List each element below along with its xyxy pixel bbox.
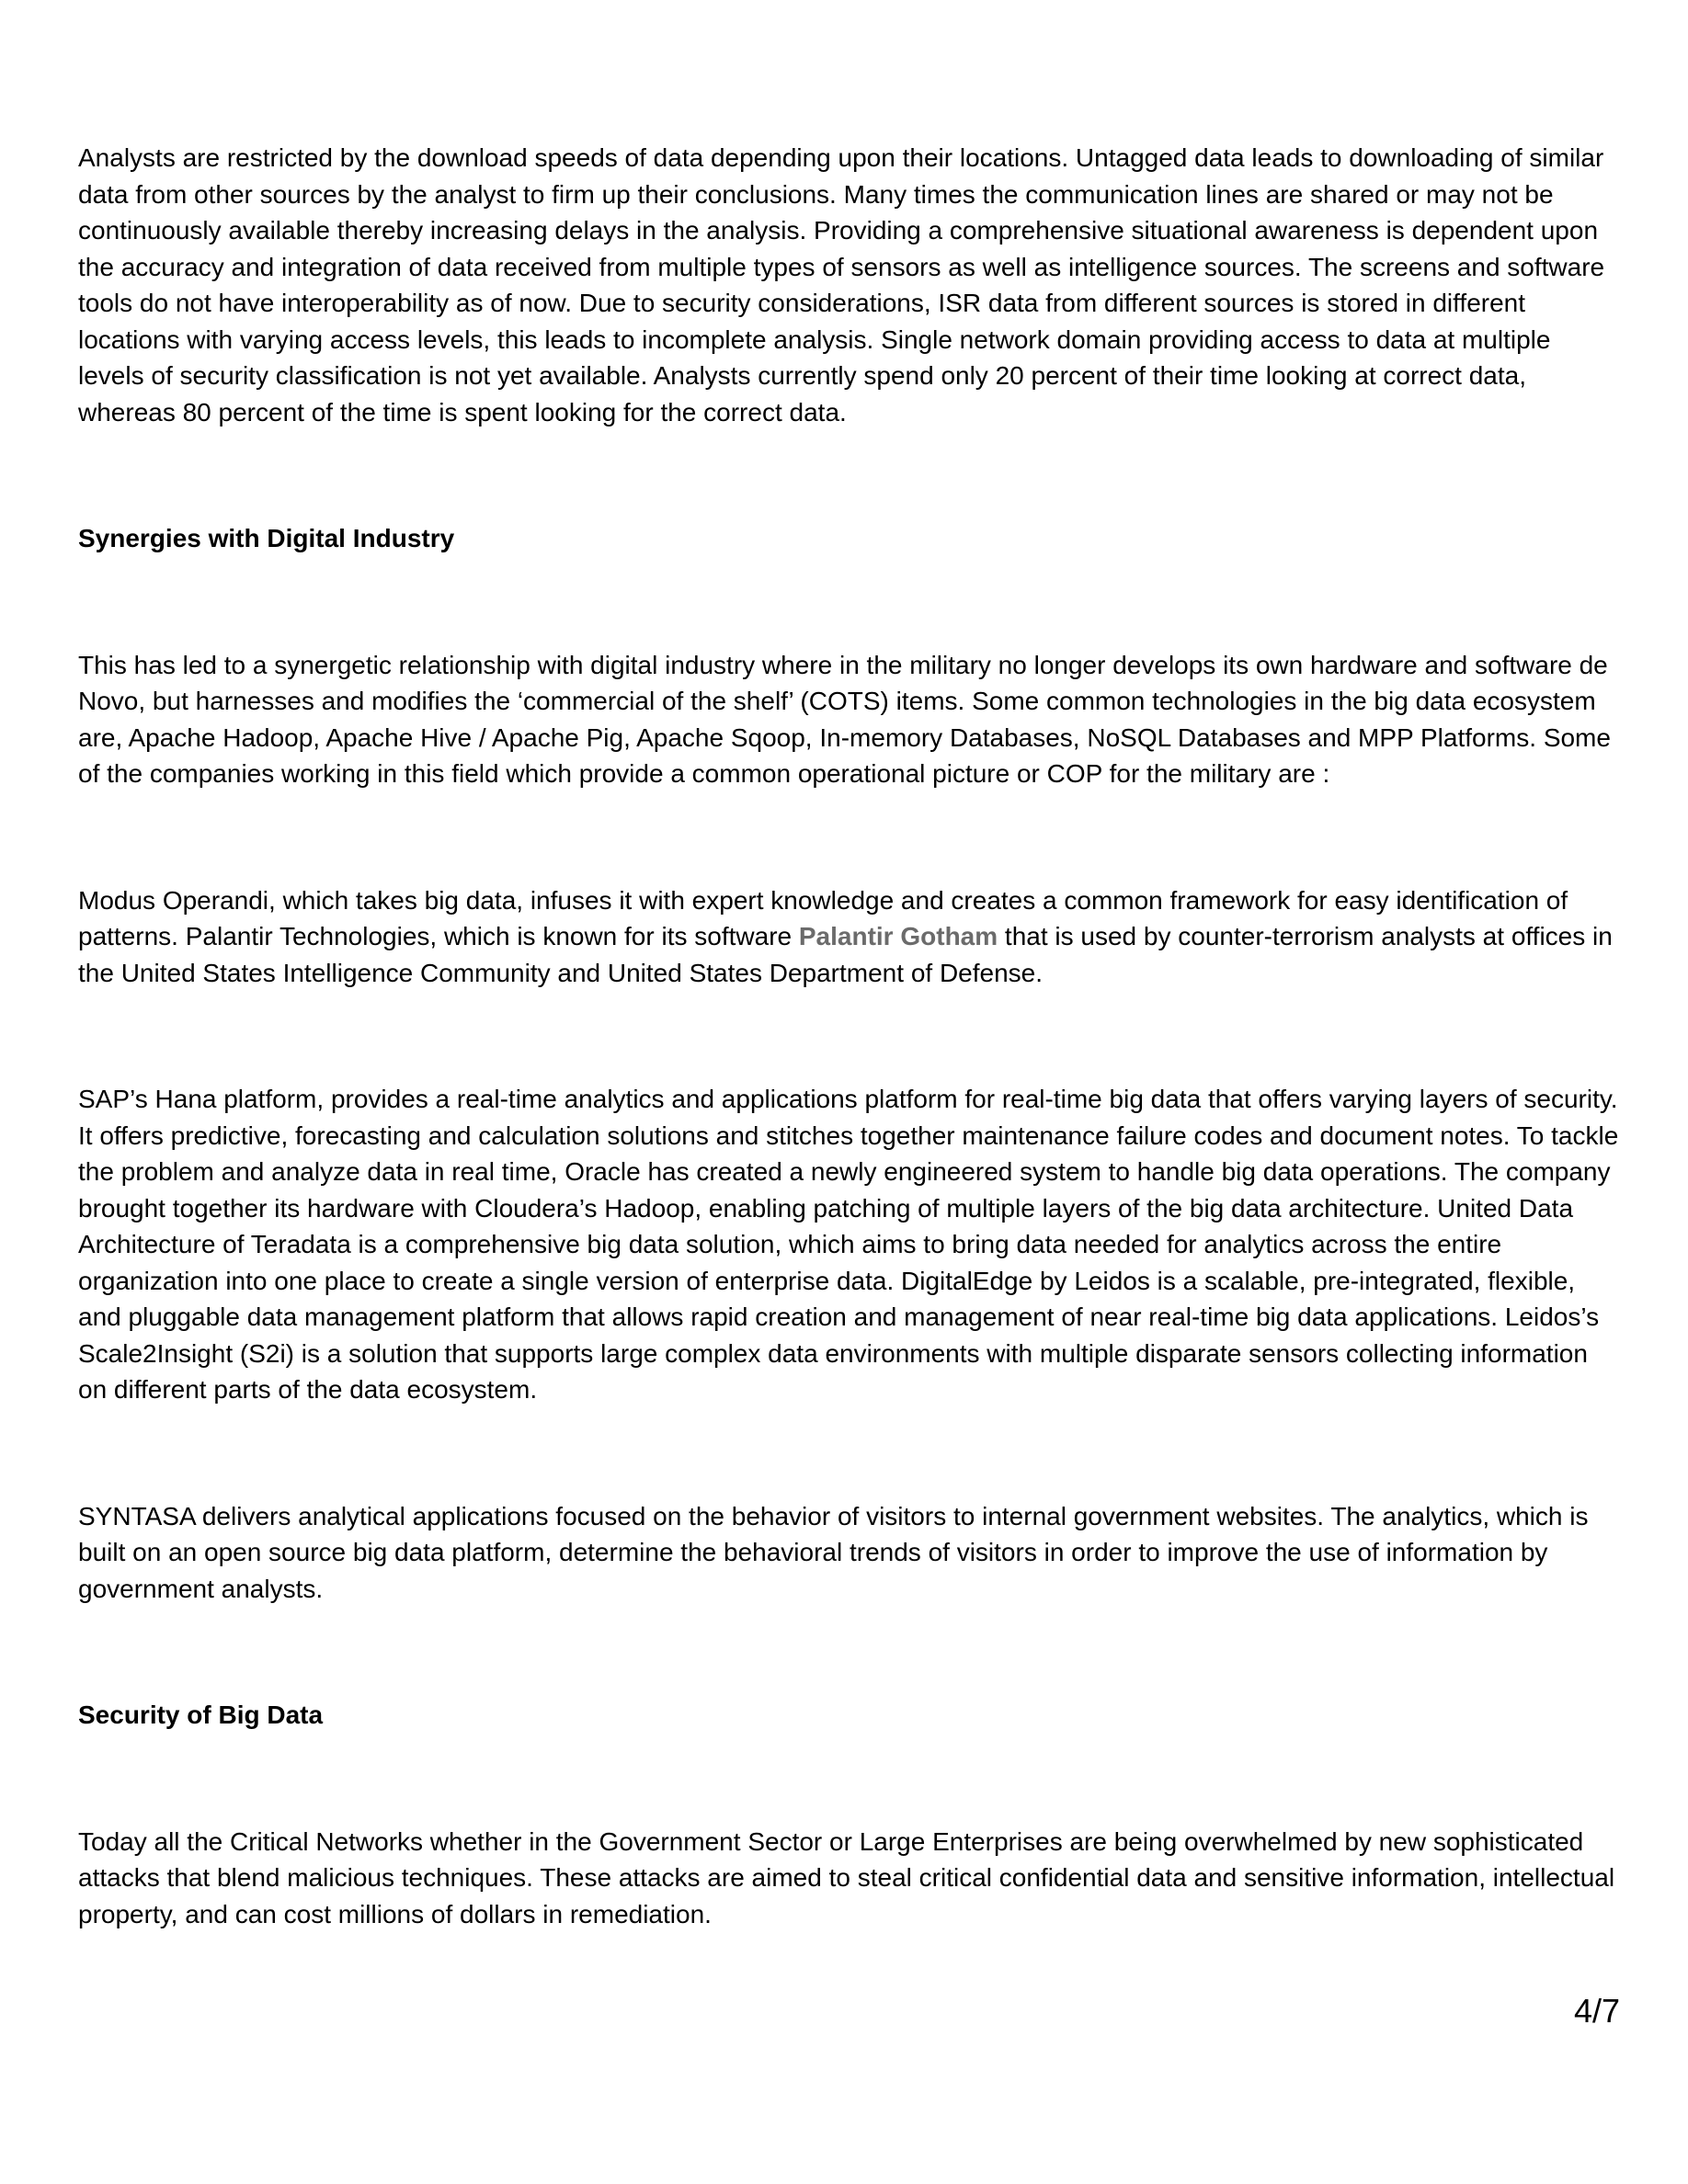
paragraph-syntasa: SYNTASA delivers analytical applications focused on the behavior of visitors to internal government websites. The analytics, which is built on an open source big data platform, determine the behavioral trends of visitors in order to improve the use of information by government analysts.: [78, 1501, 1589, 1603]
document-body: [78, 140, 1623, 1932]
paragraph-synergetic-relationship: This has led to a synergetic relationship with digital industry where in the military no longer develops its own hardware and software de Novo, but harnesses and modifies the ‘commercial of the shelf’ (COTS) items. Some common technologies in the big data ecosystem are, Apache Hadoop, Apache Hive / Apache Pig, Apache Sqoop, In-memory Databases, NoSQL Databases and MPP Platforms. Some of the companies working in this field which provide a common operational picture or COP for the military are :: [78, 650, 1611, 788]
paragraph-analysts: Analysts are restricted by the download speeds of data depending upon their locations. Untagged data leads to downloading of similar data from other sources by the analyst to firm up their conclusions. Many times the communication lines are shared or may not be continuously available thereby increasing delays in the analysis. Providing a comprehensive situational awareness is dependent upon the accuracy and integration of data received from multiple types of sensors as well as intelligence sources. The screens and software tools do not have interoperability as of now. Due to security considerations, ISR data from different sources is stored in different locations with varying access levels, this leads to incomplete analysis. Single network domain providing access to data at multiple levels of security classification is not yet available. Analysts currently spend only 20 percent of their time looking at correct data, whereas 80 percent of the time is spent looking for the correct data.: [78, 143, 1605, 427]
paragraph-modus-operandi: [78, 882, 1623, 992]
paragraph-critical-networks: Today all the Critical Networks whether in the Government Sector or Large Enterprises are being overwhelmed by new sophisticated attacks that blend malicious techniques. These attacks are aimed to steal critical confidential data and sensitive information, intellectual property, and can cost millions of dollars in remediation.: [78, 1826, 1615, 1928]
paragraph-modus-operandi-text-1: Modus Operandi, which takes big data, infuses it with expert knowledge and creates a common framework for easy identification of patterns. Palantir Technologies, which is known for its software: [78, 885, 1568, 950]
page-number: 4/7: [1573, 1992, 1620, 2030]
paragraph-sap-hana: SAP’s Hana platform, provides a real-time analytics and applications platform for real-time big data that offers varying layers of security. It offers predictive, forecasting and calculation solutions and stitches together maintenance failure codes and document notes. To tackle the problem and analyze data in real time, Oracle has created a newly engineered system to handle big data operations. The company brought together its hardware with Cloudera’s Hadoop, enabling patching of multiple layers of the big data architecture. United Data Architecture of Teradata is a comprehensive big data solution, which aims to bring data needed for analytics across the entire organization into one place to create a single version of enterprise data. DigitalEdge by Leidos is a scalable, pre-integrated, flexible, and pluggable data management platform that allows rapid creation and management of near real-time big data applications. Leidos’s Scale2Insight (S2i) is a solution that supports large complex data environments with multiple disparate sensors collecting information on different parts of the data ecosystem.: [78, 1085, 1619, 1404]
paragraph-modus-operandi-text-2: that is used by counter-terrorism analysts at offices in the United States Intelligence Community and United States Department of Defense.: [78, 922, 1613, 987]
palantir-gotham-link[interactable]: Palantir Gotham: [798, 922, 998, 950]
heading-synergies: Synergies with Digital Industry: [78, 524, 455, 552]
heading-security-big-data: Security of Big Data: [78, 1701, 324, 1729]
